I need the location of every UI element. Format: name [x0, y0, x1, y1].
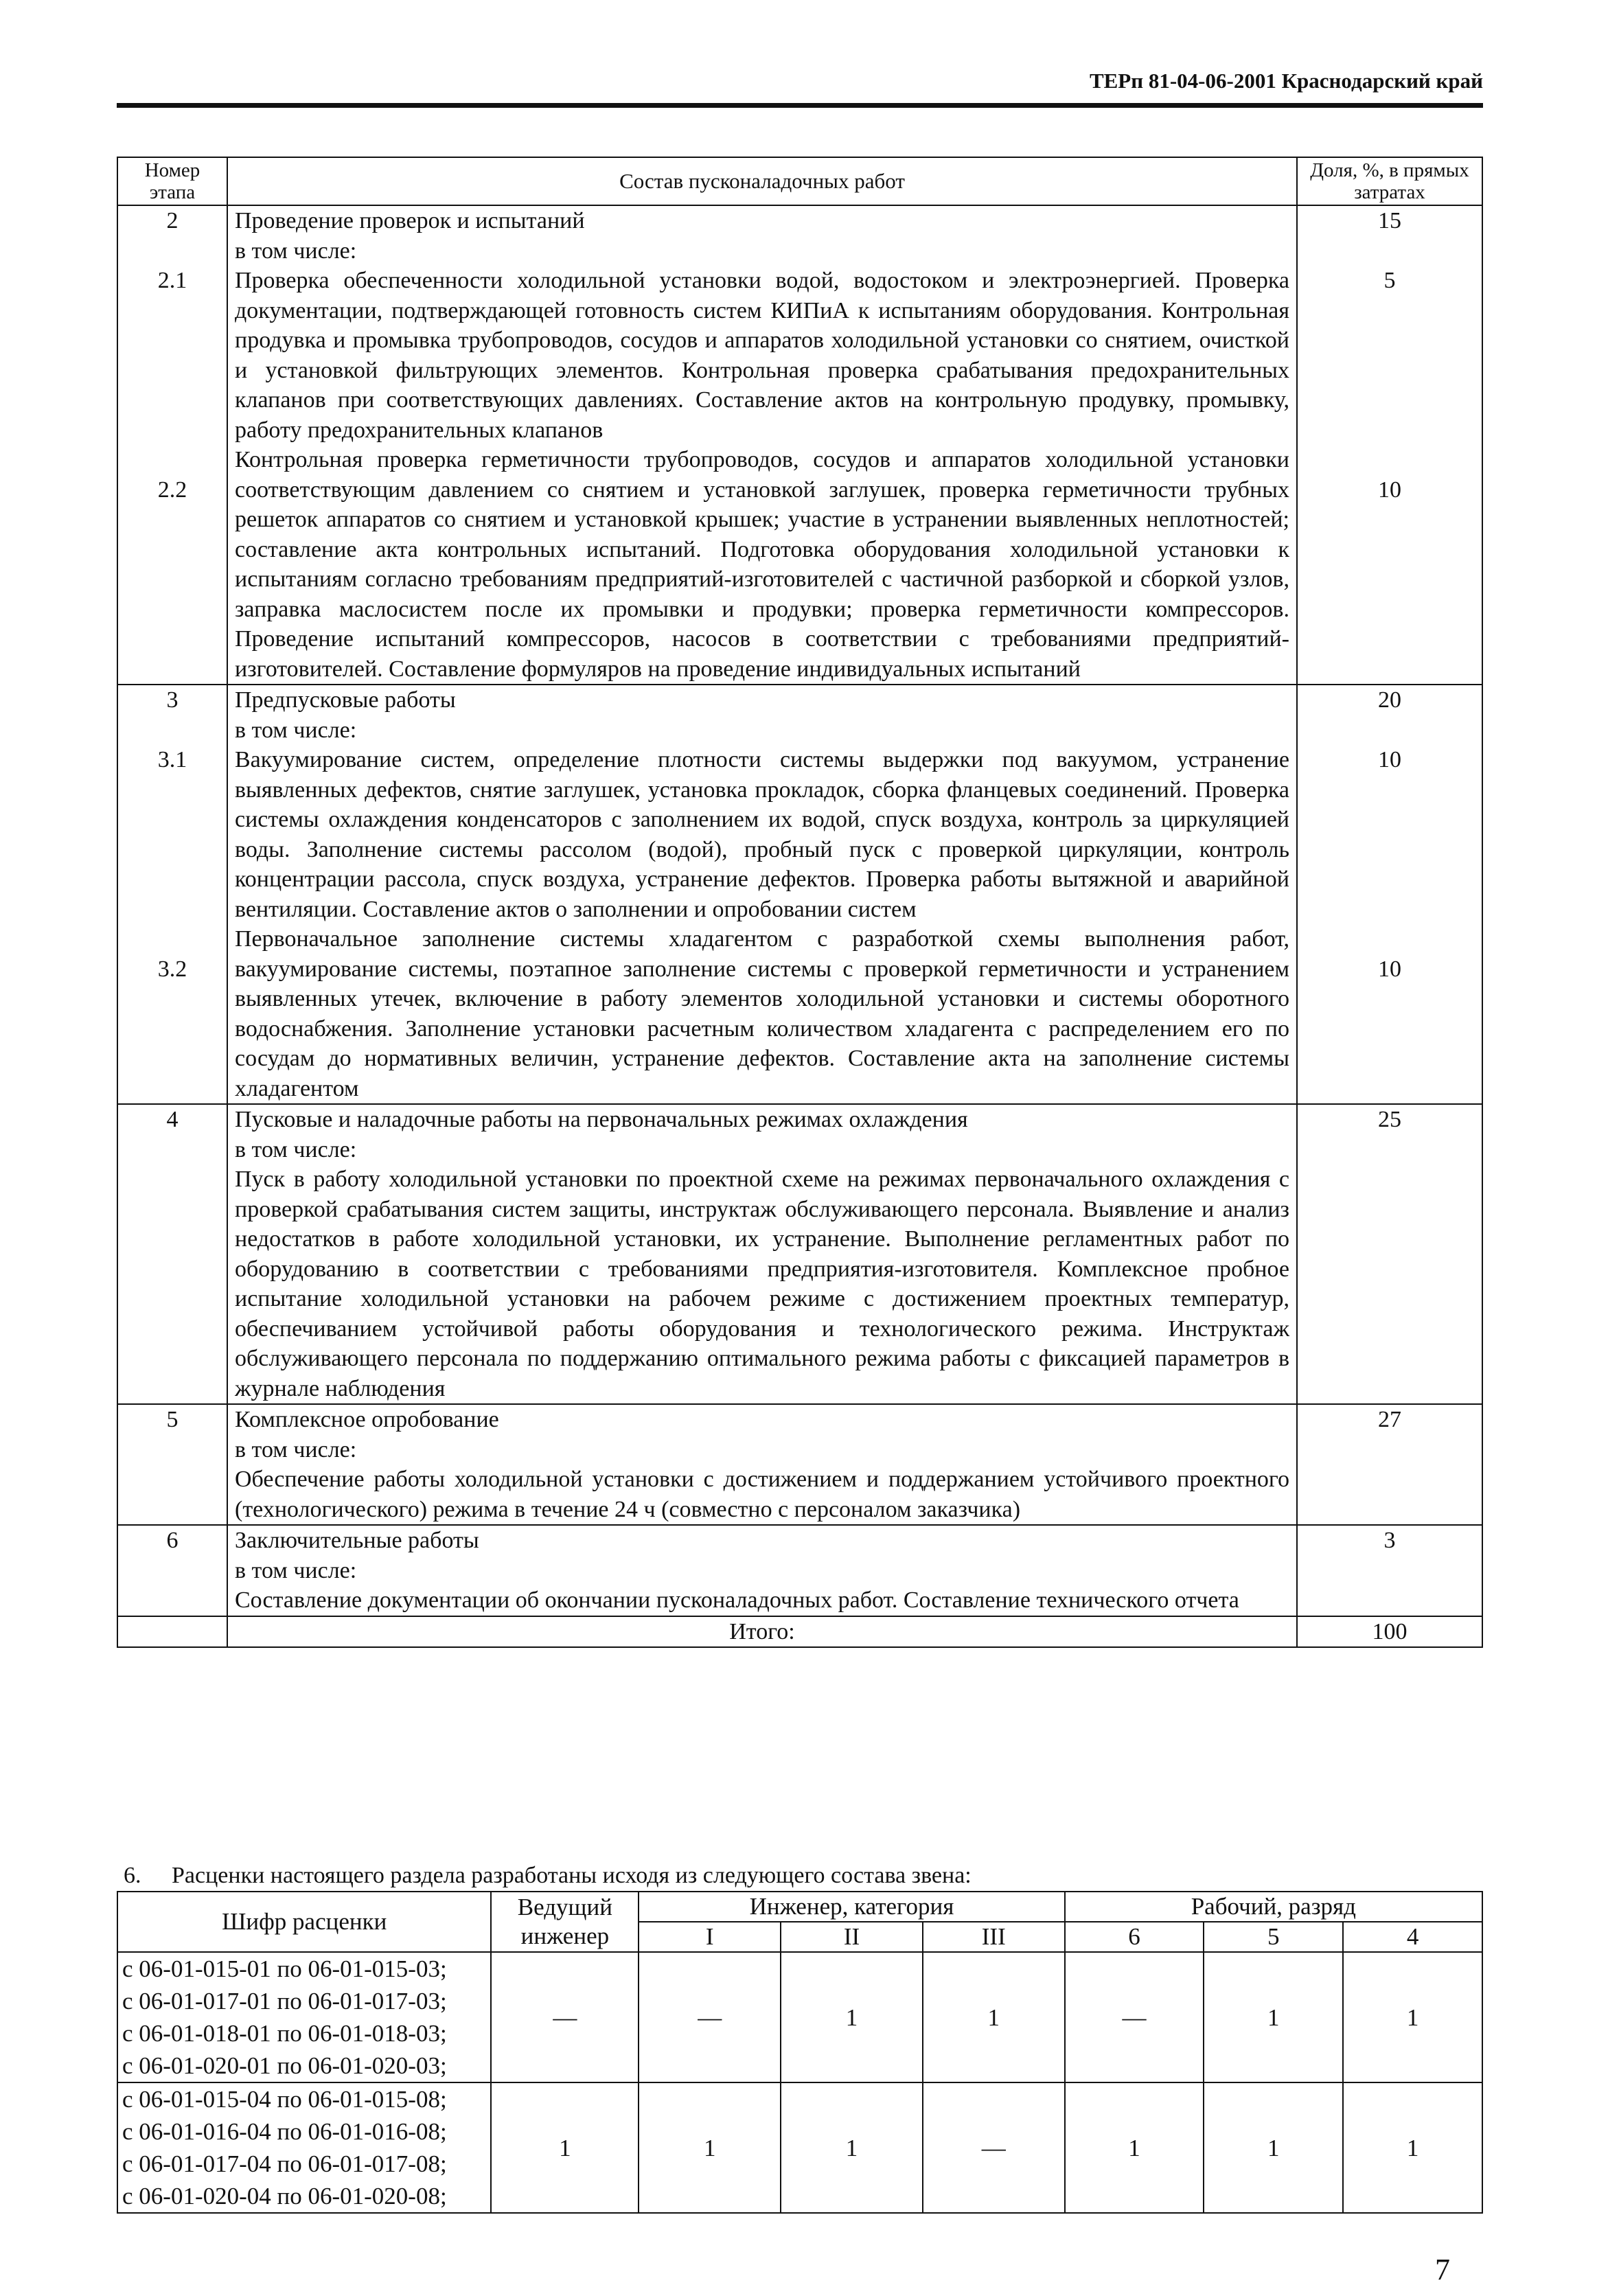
stage-number: 4	[166, 1107, 179, 1132]
crew-codes-cell	[117, 1952, 491, 2082]
crew-value: 1	[781, 2082, 923, 2213]
header-engineer-category: III	[923, 1922, 1065, 1952]
rate-code: с 06-01-018-01 по 06-01-018-03;	[122, 2020, 447, 2047]
stage-number: 2	[166, 208, 179, 233]
item-text: Контрольная проверка герметичности трубопроводов, сосудов и аппаратов холодильной установки соответствующим давлением со снятием и установкой заглушек, проверка герметичности трубных решеток аппаратов со снятием и установкой крышек; участие в устранении выявленных неплотностей; составление акта контрольных испытаний. Подготовка оборудования холодильной установки к испытаниям согласно требованиям предприятий-изготовителей с частичной разборкой и сборкой узлов, заправка маслосистем после их промывки и продувки; проверка герметичности компрессоров. Проведение испытаний компрессоров, насосов в соответствии с требованиями предприятий-изготовителей. Составление формуляров на проведение индивидуальных испытаний	[235, 447, 1289, 682]
stage-title: Комплексное опробование	[235, 1407, 499, 1432]
crew-value: —	[491, 1952, 639, 2082]
stage-number: 6	[166, 1528, 179, 1553]
crew-value: 1	[1343, 2082, 1482, 2213]
rate-code: с 06-01-015-01 по 06-01-015-03;	[122, 1955, 447, 1982]
crew-table	[117, 1891, 1483, 2214]
item-share: 10	[1378, 477, 1401, 503]
header-worker-grade: 5	[1204, 1922, 1343, 1952]
rate-code: с 06-01-020-01 по 06-01-020-03;	[122, 2052, 447, 2079]
stage-number-cell	[117, 685, 227, 1104]
stage-share-cell	[1297, 1104, 1482, 1404]
stage-composition-cell	[227, 1404, 1297, 1525]
stage-share-cell	[1297, 1525, 1482, 1616]
stage-row	[117, 1404, 1482, 1525]
stage-share: 20	[1378, 687, 1401, 713]
crew-value: 1	[781, 1952, 923, 2082]
crew-header-row	[117, 1892, 1482, 1922]
rate-code: с 06-01-017-04 по 06-01-017-08;	[122, 2150, 447, 2177]
item-number: 2.1	[157, 268, 187, 293]
crew-row	[117, 2082, 1482, 2213]
note-text: Расценки настоящего раздела разработаны исходя из следующего состава звена:	[172, 1863, 972, 1888]
crew-value: —	[1065, 1952, 1204, 2082]
item-number: 3.2	[157, 956, 187, 982]
stage-share: 27	[1378, 1407, 1401, 1432]
header-engineer-category: I	[639, 1922, 781, 1952]
item-share: 10	[1378, 956, 1401, 982]
stage-title: Проведение проверок и испытаний	[235, 208, 585, 233]
crew-value: 1	[1343, 1952, 1482, 2082]
header-stage-number: Номер этапа	[117, 157, 227, 205]
stage-subtitle: в том числе:	[235, 1136, 357, 1162]
item-text: Проверка обеспеченности холодильной установки водой, водостоком и электроэнергией. Проверка документации, подтверждающей готовность систем КИПиА к испытаниям оборудования. Контрольная продувка и промывка трубопроводов, сосудов и аппаратов холодильной установки со снятием, очисткой и установкой фильтрующих элементов. Контрольная проверка срабатывания предохранительных клапанов при соответствующих давлениях. Составление актов на контрольную продувку, промывку, работу предохранительных клапанов	[235, 268, 1289, 443]
stage-share-cell	[1297, 205, 1482, 685]
header-worker-grade: 4	[1343, 1922, 1482, 1952]
crew-value: 1	[923, 1952, 1065, 2082]
stage-composition-cell	[227, 685, 1297, 1104]
stage-composition-cell	[227, 1104, 1297, 1404]
total-value: 100	[1297, 1616, 1482, 1648]
crew-value: 1	[1065, 2082, 1204, 2213]
document-header	[117, 69, 1483, 108]
crew-value: —	[923, 2082, 1065, 2213]
stage-number: 3	[166, 687, 179, 713]
item-text: Первоначальное заполнение системы хладагентом с разработкой схемы выполнения работ, вакуумирование системы, поэтапное заполнение системы с проверкой герметичности и устранением выявленных утечек, включение в работу элементов холодильной установки и системы оборотного водоснабжения. Заполнение установки расчетным количеством хладагента с распределением его по сосудам до нормативных величин, устранение дефектов. Составление акта на заполнение системы хладагентом	[235, 926, 1289, 1101]
total-label: Итого:	[227, 1616, 1297, 1648]
rate-code: с 06-01-015-04 по 06-01-015-08;	[122, 2086, 447, 2113]
stages-header-row	[117, 157, 1482, 205]
crew-value: 1	[639, 2082, 781, 2213]
note-number: 6.	[124, 1863, 141, 1888]
stage-title: Пусковые и наладочные работы на первоначальных режимах охлаждения	[235, 1107, 968, 1132]
stage-share-cell	[1297, 1404, 1482, 1525]
page-number: 7	[1435, 2253, 1450, 2286]
total-row	[117, 1616, 1482, 1648]
header-title: ТЕРп 81-04-06-2001 Краснодарский край	[1089, 69, 1483, 93]
stage-composition-cell	[227, 1525, 1297, 1616]
stage-subtitle: в том числе:	[235, 238, 357, 264]
stage-row	[117, 1525, 1482, 1616]
stage-number-cell	[117, 1104, 227, 1404]
stage-number-cell	[117, 1404, 227, 1525]
stage-subtitle: в том числе:	[235, 717, 357, 743]
rate-code: с 06-01-020-04 по 06-01-020-08;	[122, 2183, 447, 2209]
header-engineer-group: Инженер, категория	[639, 1892, 1064, 1922]
crew-value: 1	[1204, 1952, 1343, 2082]
stage-share: 15	[1378, 208, 1401, 233]
stage-number-cell	[117, 1525, 227, 1616]
stage-title: Предпусковые работы	[235, 687, 456, 713]
stage-number-cell	[117, 205, 227, 685]
stage-title: Заключительные работы	[235, 1528, 479, 1553]
header-composition: Состав пусконаладочных работ	[227, 157, 1297, 205]
stages-table	[117, 157, 1483, 1648]
stage-row	[117, 1104, 1482, 1404]
stage-row	[117, 685, 1482, 1104]
stage-share: 3	[1383, 1528, 1396, 1553]
item-number: 2.2	[157, 477, 187, 503]
stage-share-cell	[1297, 685, 1482, 1104]
crew-value: —	[639, 1952, 781, 2082]
item-text: Вакуумирование систем, определение плотности системы выдержки под вакуумом, устранение выявленных дефектов, снятие заглушек, установка прокладок, сборка фланцевых соединений. Проверка системы охлаждения конденсаторов с заполнением их водой, спуск воздуха, контроль за циркуляцией воды. Заполнение системы рассолом (водой), пробный пуск с проверкой циркуляции, контроль концентрации рассола, спуск воздуха, устранение дефектов. Проверка работы вытяжной и аварийной вентиляции. Составление актов о заполнении и опробовании систем	[235, 747, 1289, 922]
item-text: Обеспечение работы холодильной установки с достижением и поддержанием устойчивого проектного (технологического) режима в течение 24 ч (совместно с персоналом заказчика)	[235, 1467, 1289, 1522]
stage-share: 25	[1378, 1107, 1401, 1132]
crew-value: 1	[491, 2082, 639, 2213]
header-worker-grade: 6	[1065, 1922, 1204, 1952]
item-number: 3.1	[157, 747, 187, 772]
rate-code: с 06-01-017-01 по 06-01-017-03;	[122, 1988, 447, 2014]
item-share: 10	[1378, 747, 1401, 772]
stage-subtitle: в том числе:	[235, 1436, 357, 1462]
rate-code: с 06-01-016-04 по 06-01-016-08;	[122, 2118, 447, 2145]
item-text: Пуск в работу холодильной установки по проектной схеме на режимах первоначального охлаждения с проверкой срабатывания систем защиты, инструктаж обслуживающего персонала. Выявление и анализ недостатков в работе холодильной установки, их устранение. Выполнение регламентных работ по оборудованию в соответствии с требованиями предприятия-изготовителя. Комплексное пробное испытание холодильной установки на рабочем режиме с достижением проектных температур, обеспечиванием устойчивой работы оборудования и технологического режима. Инструктаж обслуживающего персонала по поддержанию оптимального режима работы с фиксацией параметров в журнале наблюдения	[235, 1167, 1289, 1401]
crew-codes-cell	[117, 2082, 491, 2213]
crew-note	[124, 1862, 972, 1890]
crew-row	[117, 1952, 1482, 2082]
header-engineer-category: II	[781, 1922, 923, 1952]
stage-composition-cell	[227, 205, 1297, 685]
stage-subtitle: в том числе:	[235, 1557, 357, 1583]
crew-value: 1	[1204, 2082, 1343, 2213]
stage-row	[117, 205, 1482, 685]
header-worker-group: Рабочий, разряд	[1065, 1892, 1482, 1922]
item-share: 5	[1383, 268, 1396, 293]
item-text: Составление документации об окончании пусконаладочных работ. Составление технического отчета	[235, 1587, 1239, 1613]
stage-number: 5	[166, 1407, 179, 1432]
header-lead-engineer: Ведущий инженер	[491, 1892, 639, 1952]
header-code: Шифр расценки	[117, 1892, 491, 1952]
header-share: Доля, %, в прямых затратах	[1297, 157, 1482, 205]
